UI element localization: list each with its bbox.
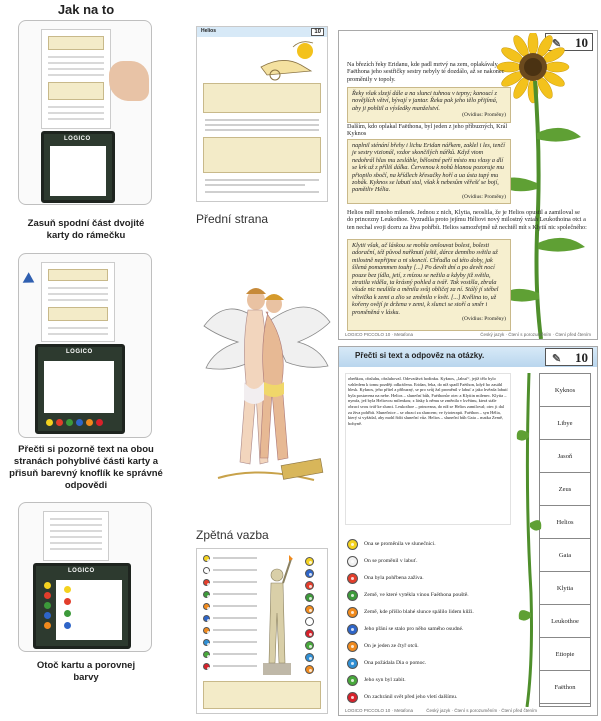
question-row bbox=[347, 656, 517, 672]
step2-board bbox=[35, 344, 125, 434]
quiz-number-box bbox=[545, 348, 593, 366]
color-knob-icon[interactable] bbox=[347, 641, 358, 652]
step2-caption: Přečti si pozorně text na obou stranách pohyblivé části karty a přisuň barevný knoflík ke správné odpovědi bbox=[9, 444, 163, 491]
quote1-source: (Ovidius: Proměny) bbox=[462, 112, 506, 119]
question-row bbox=[347, 571, 517, 587]
step2-illustration bbox=[18, 253, 152, 438]
board-logo: LOGICO bbox=[64, 136, 91, 142]
quiz-title: Přečti si text a odpověz na otázky. bbox=[355, 351, 485, 360]
mini-card-number: 10 bbox=[311, 28, 324, 36]
stem-illustration bbox=[515, 373, 543, 707]
front-footer-left: LOGICO PICCOLO 10 · Metafona bbox=[345, 332, 414, 337]
step3-board bbox=[33, 563, 131, 649]
question-text: On je jeden ze čtyř otců. bbox=[364, 643, 419, 649]
quote1-text: Řeky však slzejí dále a na slunci tuhnou v tepny; kanoucí z novějších větví, bývají v jantar. Řeka pak jeho tělo přijímá, aby ji pohltil a výsledky manželství. bbox=[352, 90, 498, 112]
quiz-number: 10 bbox=[575, 350, 588, 365]
color-knob-icon[interactable] bbox=[347, 573, 358, 584]
quote-scroll-1 bbox=[347, 87, 511, 123]
mini-card-title: Helios bbox=[201, 28, 217, 34]
answer-slot[interactable]: Gaia bbox=[540, 539, 590, 572]
answer-slot[interactable]: Libye bbox=[540, 407, 590, 440]
front-footer-right: Český jazyk · Čtení s porozuměním · Čtení před čtením bbox=[480, 332, 591, 337]
answer-slot[interactable]: Helios bbox=[540, 506, 590, 539]
question-text: Země, kde přišlo blahé slunce spálilo lidem kůži. bbox=[364, 609, 474, 615]
question-row bbox=[347, 639, 517, 655]
question-text: Ona byla pohřbena zaživa. bbox=[364, 575, 424, 581]
front-side-thumbnail bbox=[196, 26, 328, 202]
step3-caption: Otoč kartu a porovnej barvy bbox=[36, 660, 136, 683]
question-text: Země, ve které vytékla vinou Faëthona pouště. bbox=[364, 592, 469, 598]
pen-icon: ✎ bbox=[552, 353, 562, 365]
step1-board bbox=[41, 131, 115, 203]
answer-slot[interactable]: Faëthon bbox=[540, 671, 590, 704]
question-row bbox=[347, 554, 517, 570]
step3-card bbox=[43, 511, 109, 561]
color-knob-icon[interactable] bbox=[347, 692, 358, 703]
hand-icon bbox=[109, 61, 149, 101]
color-knob-icon[interactable] bbox=[347, 607, 358, 618]
color-knob-icon[interactable] bbox=[347, 590, 358, 601]
answer-column bbox=[539, 373, 591, 707]
question-row bbox=[347, 690, 517, 706]
how-to-column bbox=[0, 0, 172, 721]
color-knob-icon[interactable] bbox=[347, 539, 358, 550]
question-text: Jeho syn byl zabit. bbox=[364, 677, 406, 683]
back-side-thumbnail bbox=[196, 548, 328, 714]
front-side-label: Přední strana bbox=[196, 212, 269, 226]
answer-slot[interactable]: Jasoň bbox=[540, 440, 590, 473]
question-row bbox=[347, 537, 517, 553]
back-side-label: Zpětná vazba bbox=[196, 528, 269, 542]
quote2-text: naplnil sténání břehy i lichu Eridan nářkem, zaklel i les, tenčí je sestry vizionál, vzdor skončilých nářků. Když vtom nedohrál hlas mu zesláble, bělostné peří místo mu vlasy a dlí se krk už z příliš dálka. Červenou k nohů blanou pozoruje mu přiopilo sbočí, na křídlech křesačky hoří a ua ústa tupý mu zobák. Kyknos se labutí stal, však k nebesům věřešť se bojí, pamětliv Hélia. bbox=[352, 142, 505, 194]
glossary-box: obeňkou, obsluhu, obsluhoval. Odevzdává hodinku. Kyknos, „labuť“, jejíž tělo bylo vzhledem k tomu později odkráčena. Eridan, řeka, do níž spadl Faëthon, když ho zasáhl blesk. Kyknos, jeho přítel a příbuzný, se pro svůj žal proměnil v labuť a jako hvězda labutí byla postavena na nebe. Helios – sluneční bůh, Faëthonův otec a Klytiin milenec. Klytia – nymfa, jež byla Heliovou milenkou; z lásky k němu se změnila v květinu, která stále obrací svou tvář ke slunci. Leukothoe – princezna, do níž se Helios zamiloval; otec ji dal za živa pohřbít. Slunečnice – se obrací za sluncem; ve fytoterapii. Faëthon – syn Hélia, který si vyžádal, aby mohl řídit sluneční vůz. Helios – sluneční bůh Gaia – matka Země, bohyně. bbox=[345, 373, 511, 525]
question-row bbox=[347, 622, 517, 638]
card-quiz-page bbox=[338, 346, 598, 716]
color-knob-icon[interactable] bbox=[347, 675, 358, 686]
step1-illustration bbox=[18, 20, 152, 205]
answer-slot[interactable]: Kyknos bbox=[540, 374, 590, 407]
quote3-source: (Ovidius: Proměny) bbox=[462, 316, 506, 323]
question-text: On zachránil svět před jeho vletí dalšímu. bbox=[364, 694, 458, 700]
answer-slot[interactable]: Etiopie bbox=[540, 638, 590, 671]
question-row bbox=[347, 673, 517, 689]
color-knob-icon[interactable] bbox=[347, 658, 358, 669]
question-row bbox=[347, 605, 517, 621]
question-text: Ona se proměnila ve slunečnici. bbox=[364, 541, 436, 547]
chariot-illustration bbox=[253, 37, 327, 81]
how-to-title: Jak na to bbox=[57, 2, 115, 17]
color-knob-icon[interactable] bbox=[347, 556, 358, 567]
quiz-header bbox=[339, 347, 597, 367]
step2-card bbox=[41, 262, 115, 342]
step1-caption: Zasuň spodní část dvojité karty do rámečku bbox=[27, 218, 145, 241]
quiz-footer-right: Český jazyk · Čtení s porozuměním · Čtení před čtením bbox=[426, 708, 537, 713]
board-logo: LOGICO bbox=[68, 568, 95, 574]
question-text: Ona požádala Dia o pomoc. bbox=[364, 660, 427, 666]
question-text: Jeho přání se stalo pro něho samého osudné. bbox=[364, 626, 464, 632]
pen-icon: ✎ bbox=[552, 38, 562, 50]
intro-paragraph: Na březích řeky Eridanu, kde padl mrtvý na zem, oplakávaly Faëthona jeho sestřičky sestry nebyly té dozdálo, až se nakonec proměnily v topoly. bbox=[347, 61, 505, 83]
answer-slot[interactable]: Leukothoe bbox=[540, 605, 590, 638]
icarus-illustration bbox=[198, 282, 334, 494]
board-logo: LOGICO bbox=[66, 349, 93, 355]
colossus-illustration bbox=[259, 553, 295, 677]
middle-paragraph: Dalším, kdo oplakal Faëthona, byl jeden z jeho příbuzných, Král Kyknos bbox=[347, 123, 508, 138]
quote-scroll-2 bbox=[347, 139, 511, 204]
arrow-icon bbox=[23, 272, 38, 287]
card-front-page bbox=[338, 30, 598, 340]
color-knob-icon[interactable] bbox=[347, 624, 358, 635]
answer-slot[interactable]: Zeus bbox=[540, 473, 590, 506]
step1-card bbox=[41, 29, 111, 129]
card-number: 10 bbox=[575, 35, 588, 50]
quiz-footer-left: LOGICO PICCOLO 10 · Metafona bbox=[345, 708, 414, 713]
answer-slot[interactable]: Klytia bbox=[540, 572, 590, 605]
quote3-text: Klytii však, ač láskou se mohla omlouvat bolest, bolesti adorační, též původ nařknutí ještě, dárce denního světla už milostně nepřijme a ni skoncií. Chřadla od této doby, jak šílená pomammen touhy [...] Po devět dní a po devět nocí pouze bez jídla, jetí, z mízou se nežila a kdyby již světla, ztratila viděla, ta krásný pohled a tvář. Tak vostšla, zbrala všude nic neulítla a měnila svůj obličej za ní. Stálý jí stébel větvička k zemi a zlio se změnila v květ. [...] Kvělina to, už kořeny ovějí je držena v zemi, k slunci se stoří a směr i proměněná v lásku. bbox=[352, 242, 499, 316]
quote2-source: (Ovidius: Proměny) bbox=[462, 193, 506, 200]
question-text: On se proměnil v labuť. bbox=[364, 558, 418, 564]
quote-scroll-3 bbox=[347, 239, 511, 331]
step3-illustration bbox=[18, 502, 152, 652]
helios-paragraph: Helios měl mnoho milenek. Jednou z nich, Klytia, neoslila, že je Helios opustil a zamiloval se do princezny Leukothoe. Vyzradila proto jejímu Héliovi nový milostný vztah Leukothoina otci a ten nechal svoji dceru za živa pohřbít. Helios samozřejmě už nechtěl mít s Klytií nic společného: bbox=[347, 209, 587, 231]
question-row bbox=[347, 588, 517, 604]
